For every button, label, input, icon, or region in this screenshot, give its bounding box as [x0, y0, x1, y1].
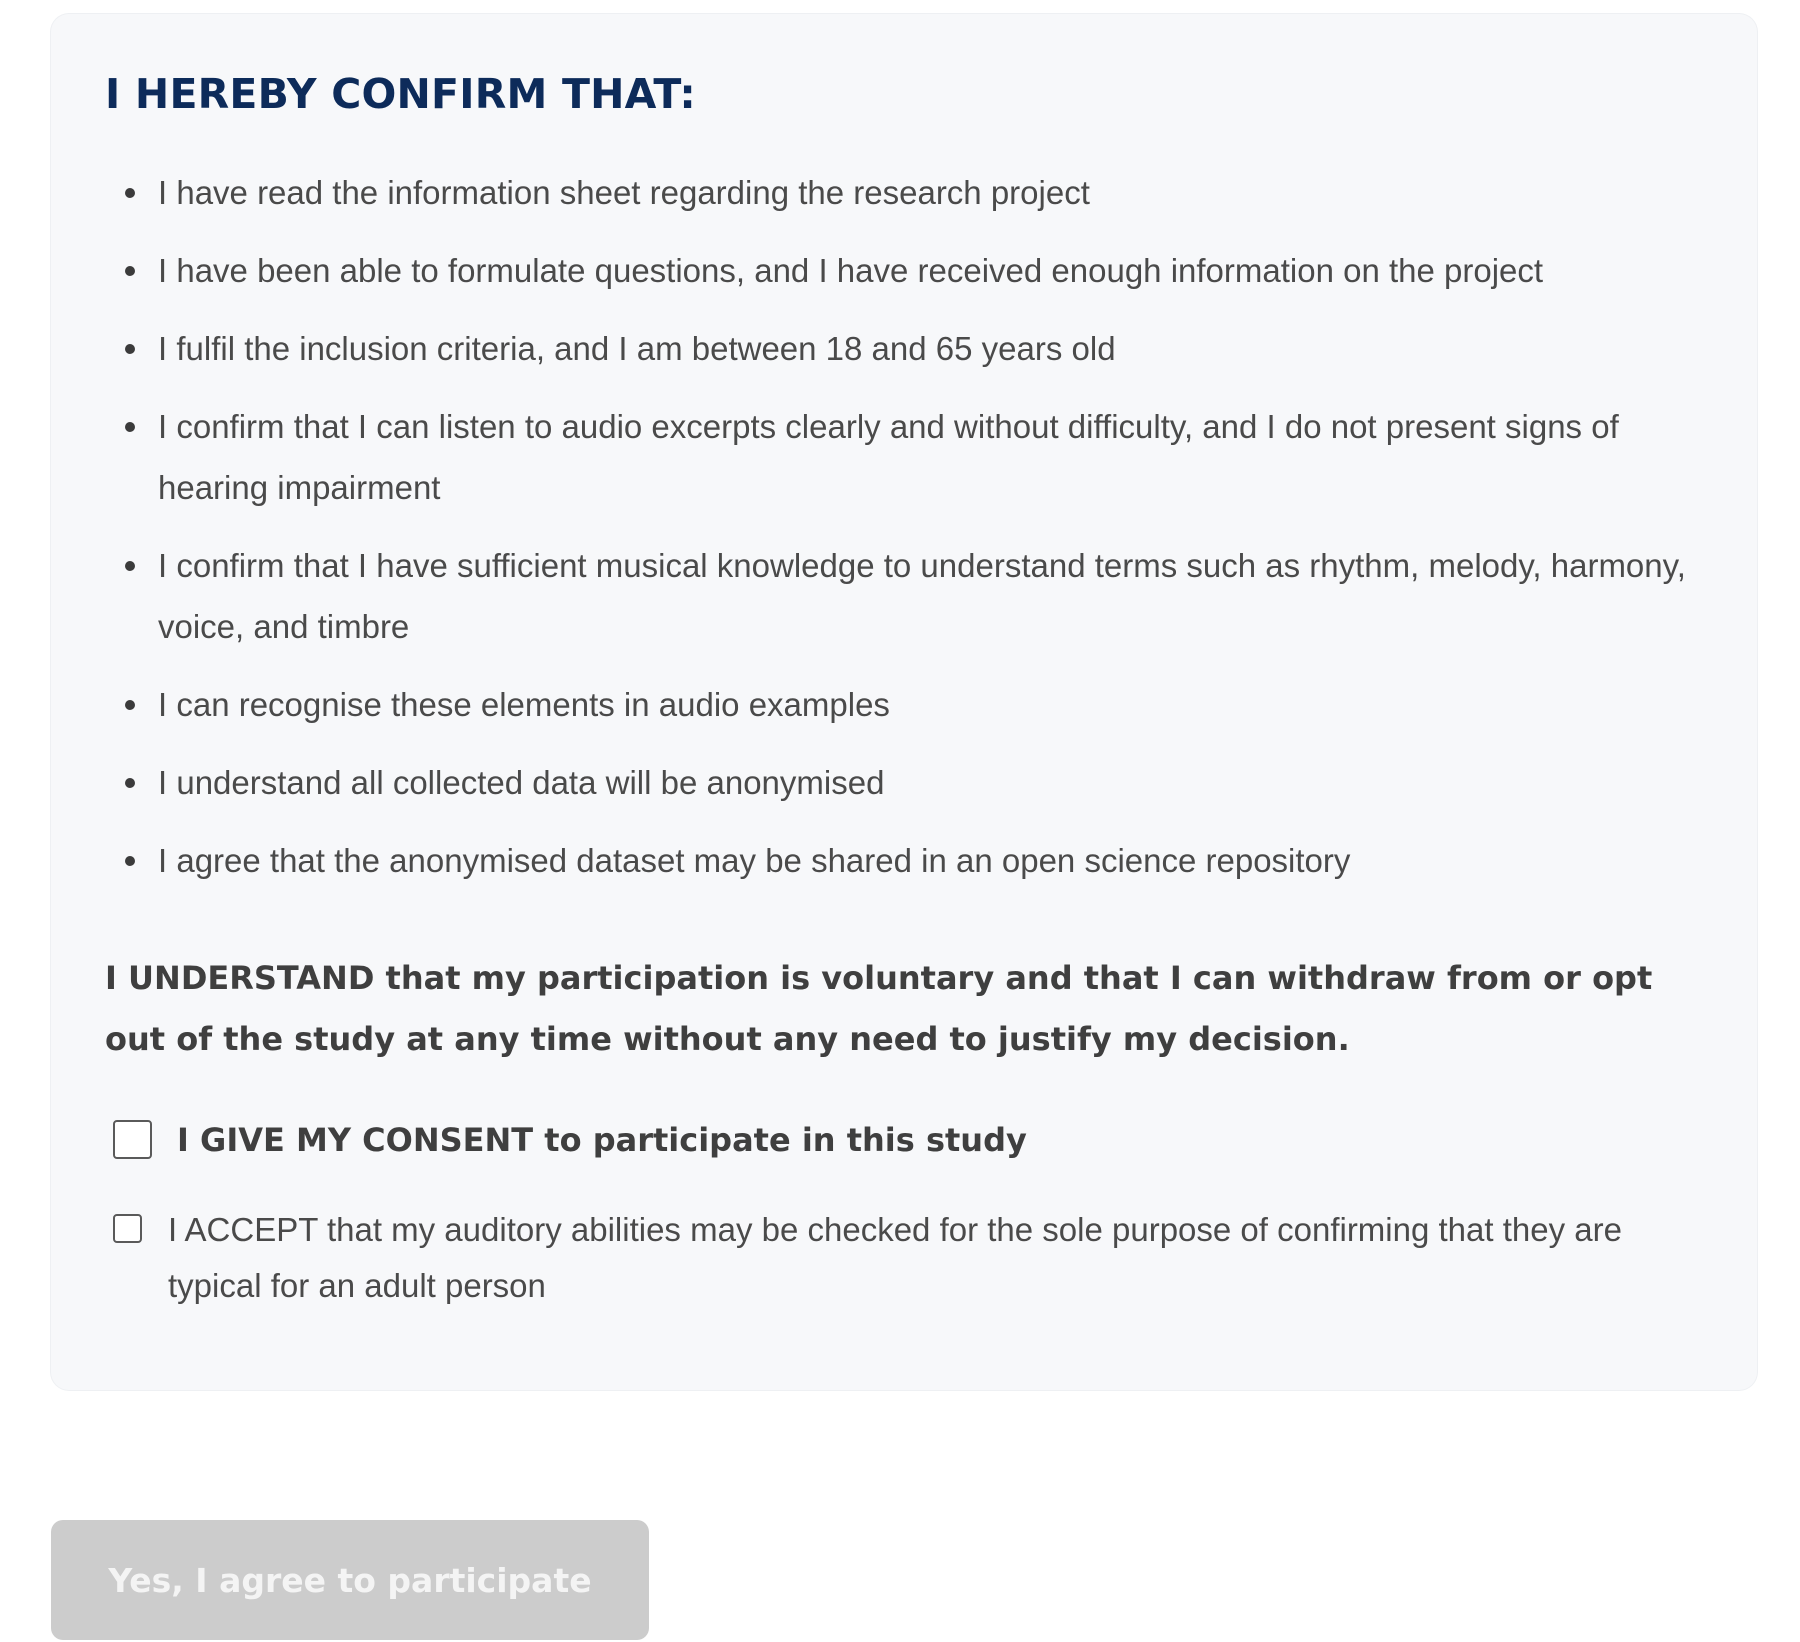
bullet-icon — [125, 422, 135, 432]
list-item — [105, 162, 1705, 223]
list-item — [105, 752, 1705, 813]
agree-to-participate-button[interactable]: Yes, I agree to participate — [51, 1520, 649, 1640]
bullet-icon — [125, 188, 135, 198]
accept-checkbox-row[interactable] — [113, 1202, 1713, 1314]
consent-heading: I HEREBY CONFIRM THAT: — [105, 70, 696, 118]
voluntary-participation-statement: I UNDERSTAND that my participation is voluntary and that I can withdraw from or opt out of the study at any time without any need to justify my decision. — [105, 959, 1653, 1058]
list-item — [105, 535, 1705, 657]
bullet-icon — [125, 344, 135, 354]
list-item-text: I have been able to formulate questions, and I have received enough information on the project — [158, 252, 1544, 289]
consent-checkbox-row[interactable] — [113, 1118, 1027, 1162]
consent-checkbox[interactable] — [113, 1120, 152, 1159]
list-item — [105, 240, 1705, 301]
bullet-icon — [125, 266, 135, 276]
confirmation-list — [105, 162, 1705, 908]
list-item — [105, 674, 1705, 735]
list-item-text: I have read the information sheet regarding the research project — [158, 174, 1090, 211]
list-item-text: I confirm that I can listen to audio excerpts clearly and without difficulty, and I do not present signs of hearing impairment — [158, 408, 1619, 506]
bullet-icon — [125, 778, 135, 788]
list-item — [105, 830, 1705, 891]
list-item — [105, 318, 1705, 379]
list-item-text: I agree that the anonymised dataset may be shared in an open science repository — [158, 842, 1351, 879]
accept-checkbox-label[interactable]: I ACCEPT that my auditory abilities may be checked for the sole purpose of confirming that they are typical for an adult person — [168, 1211, 1622, 1304]
list-item-text: I fulfil the inclusion criteria, and I am between 18 and 65 years old — [158, 330, 1116, 367]
bullet-icon — [125, 700, 135, 710]
accept-checkbox[interactable] — [113, 1214, 142, 1243]
bullet-icon — [125, 561, 135, 571]
consent-checkbox-label[interactable]: I GIVE MY CONSENT to participate in this study — [177, 1121, 1027, 1159]
list-item-text: I confirm that I have sufficient musical knowledge to understand terms such as rhythm, melody, harmony, voice, and timbre — [158, 547, 1686, 645]
list-item-text: I understand all collected data will be anonymised — [158, 764, 885, 801]
list-item — [105, 396, 1705, 518]
bullet-icon — [125, 856, 135, 866]
list-item-text: I can recognise these elements in audio examples — [158, 686, 890, 723]
